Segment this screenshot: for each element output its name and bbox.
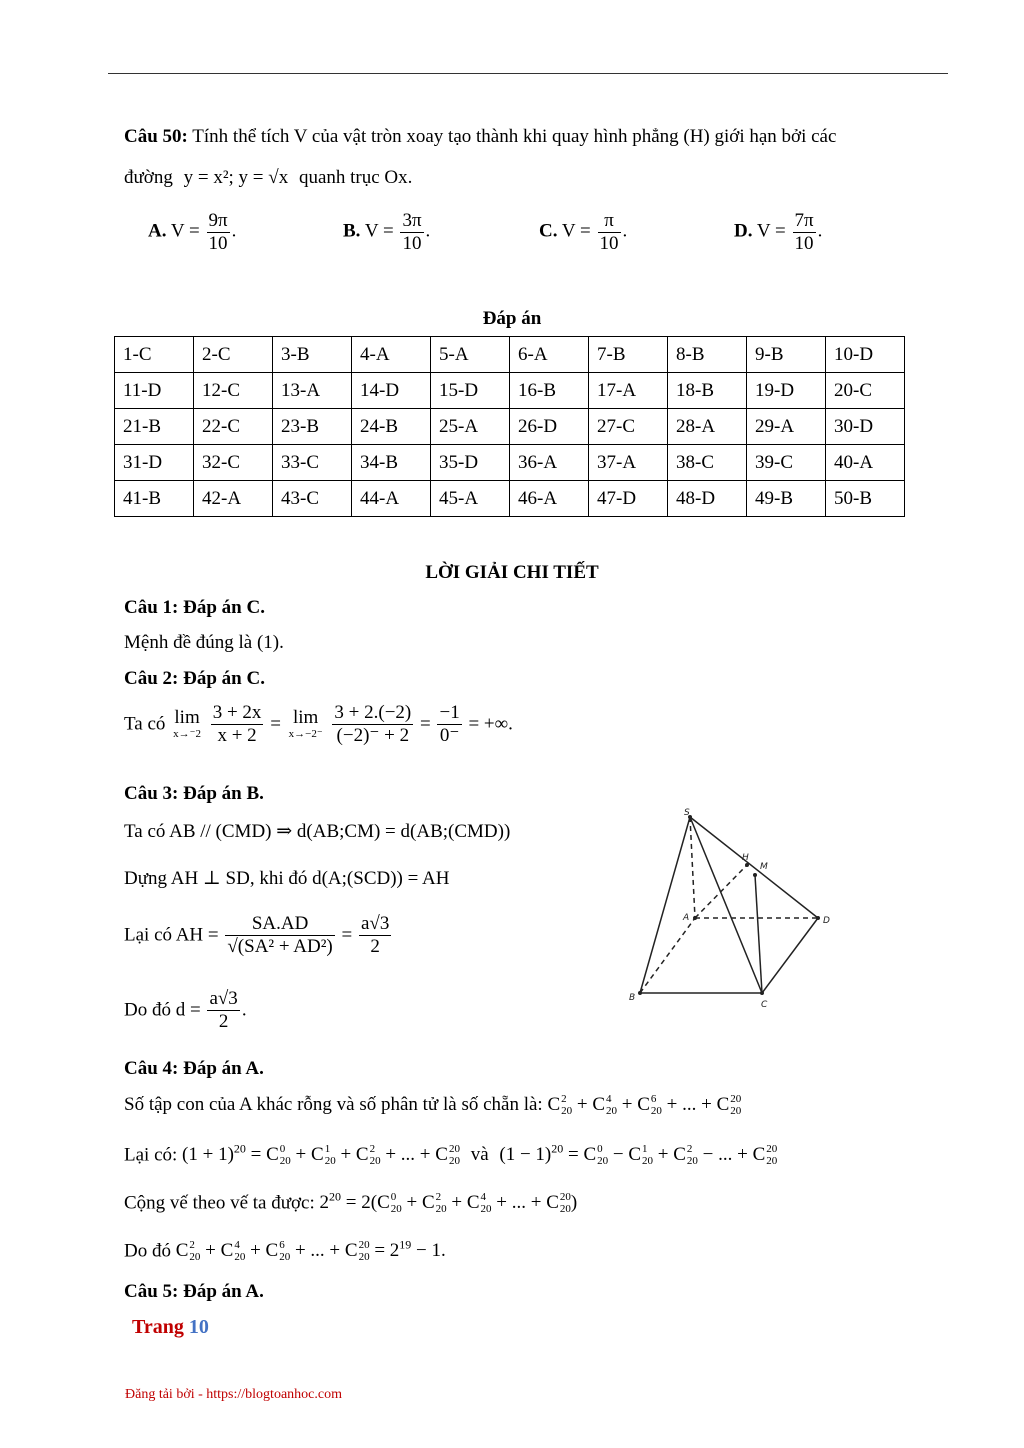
c4-line4-pre: Do đó bbox=[124, 1240, 171, 1262]
answer-cell: 20-C bbox=[826, 373, 905, 409]
answer-cell: 14-D bbox=[352, 373, 431, 409]
frac-den: 10 bbox=[794, 232, 814, 254]
answer-cell: 24-B bbox=[352, 409, 431, 445]
point-d bbox=[816, 916, 820, 920]
answer-cell: 31-D bbox=[115, 445, 194, 481]
answer-cell: 18-B bbox=[668, 373, 747, 409]
c2-frac2 bbox=[332, 702, 413, 747]
answer-cell: 33-C bbox=[273, 445, 352, 481]
c2-frac3 bbox=[437, 702, 461, 747]
c4-line2-pre: Lại có: bbox=[124, 1144, 178, 1166]
c3-line3-pre: Lại có AH = bbox=[124, 924, 219, 946]
answer-cell: 13-A bbox=[273, 373, 352, 409]
page-num: 10 bbox=[188, 1316, 209, 1338]
answer-cell: 29-A bbox=[747, 409, 826, 445]
answers-row bbox=[115, 373, 905, 409]
label-b: B bbox=[629, 993, 636, 1003]
option-fraction bbox=[793, 210, 816, 255]
c4-head-text: Câu 4: Đáp án A. bbox=[124, 1058, 264, 1079]
answer-cell: 28-A bbox=[668, 409, 747, 445]
option-key: B. bbox=[343, 220, 361, 242]
lim-sub: x→⁻2 bbox=[173, 728, 201, 741]
frac-num: SA.AD bbox=[225, 913, 334, 936]
label-a: A bbox=[683, 913, 690, 923]
frac-den: 2 bbox=[218, 1010, 229, 1032]
answer-cell: 22-C bbox=[194, 409, 273, 445]
answers-row bbox=[115, 409, 905, 445]
c4-line4: Do đó C 2 20 + C 4 20 + C 6 20 + ... + C 20 20 = $2^{19} - 1$. bbox=[124, 1238, 446, 1263]
frac-den: 0⁻ bbox=[439, 724, 460, 746]
label-m: M bbox=[760, 862, 768, 872]
answer-cell: 38-C bbox=[668, 445, 747, 481]
frac-den: 10 bbox=[208, 232, 228, 254]
c4-line2: Lại có: $(1 + 1)^{20} = C$ 0 20 + C 1 20 + C 2 20 + ... + C 20 20 và $(1 - 1)^{20} = C$ 0 20 − C 1 20 + C 2 20 − ... + C 20 20 bbox=[124, 1142, 778, 1167]
edge-ab bbox=[640, 918, 695, 993]
answer-cell: 3-B bbox=[273, 337, 352, 373]
frac-num: a√3 bbox=[360, 913, 390, 934]
label-d: D bbox=[823, 916, 830, 926]
limit-1 bbox=[173, 708, 201, 740]
answer-cell: 50-B bbox=[826, 481, 905, 517]
answer-cell: 10-D bbox=[826, 337, 905, 373]
c1-head-text: Câu 1: Đáp án C. bbox=[124, 597, 265, 618]
answer-cell: 21-B bbox=[115, 409, 194, 445]
c4-line3-pre: Cộng vế theo vế ta được: bbox=[124, 1192, 315, 1214]
frac-num: π bbox=[598, 210, 621, 233]
q50-text2-pre: đường bbox=[124, 167, 173, 188]
label-h: H bbox=[742, 853, 749, 863]
answer-cell: 12-C bbox=[194, 373, 273, 409]
option-a: A. V = $\frac{9\pi}{10}$ . bbox=[148, 210, 237, 254]
lim-text: lim bbox=[292, 707, 319, 729]
label-c: C bbox=[761, 1000, 768, 1010]
limit-2 bbox=[289, 708, 323, 740]
edge-cm bbox=[755, 875, 762, 993]
frac-den: 2 bbox=[370, 935, 380, 957]
answer-cell: 49-B bbox=[747, 481, 826, 517]
edge-sa bbox=[690, 817, 695, 918]
answer-cell: 44-A bbox=[352, 481, 431, 517]
c3-line3: Lại có AH = $\frac{SA.AD}{\text{√(SA² + AD²)}}$ = $\frac{a√3}{2}$ bbox=[124, 913, 390, 957]
c4-line1: Số tập con của A khác rỗng và số phân tử là số chẵn là: C 2 20 + C 4 20 + C 6 20 + ... + C 20 20 bbox=[124, 1093, 742, 1117]
c4-line1-pre: Số tập con của A khác rỗng và số phân tử là số chẵn là: bbox=[124, 1094, 543, 1115]
point-b bbox=[638, 991, 642, 995]
edge-ah bbox=[695, 865, 747, 918]
c3-line1: Ta có AB // (CMD) ⇒ d(AB;CM) = d(AB;(CMD)) bbox=[124, 821, 511, 842]
point-h bbox=[745, 863, 749, 867]
answer-cell: 40-A bbox=[826, 445, 905, 481]
answer-cell: 26-D bbox=[510, 409, 589, 445]
option-lhs: V = bbox=[364, 220, 394, 242]
edge-sc bbox=[690, 817, 762, 993]
answer-cell: 46-A bbox=[510, 481, 589, 517]
c3-line2: Dựng AH ⊥ SD, khi đó d(A;(SCD)) = AH bbox=[124, 868, 450, 889]
q50-text2-post: quanh trục Ox. bbox=[298, 167, 413, 188]
answer-cell: 4-A bbox=[352, 337, 431, 373]
frac-num: 7π bbox=[794, 210, 814, 231]
answer-cell: 39-C bbox=[747, 445, 826, 481]
frac-den: x + 2 bbox=[217, 724, 257, 746]
answer-cell: 37-A bbox=[589, 445, 668, 481]
c3-head bbox=[124, 783, 264, 805]
pyramid-figure bbox=[620, 805, 840, 1015]
edge-sb bbox=[640, 817, 690, 993]
option-lhs: V = bbox=[561, 220, 591, 242]
c2-result: = +∞. bbox=[468, 713, 513, 735]
c3-frac2 bbox=[359, 913, 391, 958]
answers-row bbox=[115, 337, 905, 373]
option-key: A. bbox=[148, 220, 167, 242]
frac-num: a√3 bbox=[209, 988, 238, 1009]
point-c bbox=[760, 991, 764, 995]
answer-cell: 43-C bbox=[273, 481, 352, 517]
c2-head bbox=[124, 668, 265, 690]
answer-cell: 48-D bbox=[668, 481, 747, 517]
frac-num: 3π bbox=[402, 210, 422, 231]
c3-line4-pre: Do đó d = bbox=[124, 999, 201, 1021]
c3-frac3 bbox=[207, 988, 239, 1033]
answer-cell: 27-C bbox=[589, 409, 668, 445]
answer-cell: 45-A bbox=[431, 481, 510, 517]
frac-den: (−2)⁻ + 2 bbox=[336, 724, 410, 746]
answer-cell: 15-D bbox=[431, 373, 510, 409]
point-m bbox=[753, 873, 757, 877]
option-lhs: V = bbox=[170, 220, 200, 242]
edge-cd bbox=[762, 918, 818, 993]
c2-pre: Ta có bbox=[124, 713, 166, 735]
c1-head bbox=[124, 597, 265, 619]
answers-table bbox=[114, 336, 905, 517]
q50-math: y = x²; y = √x bbox=[183, 167, 289, 188]
option-d: D. V = $\frac{7\pi}{10}$ . bbox=[734, 210, 823, 254]
option-c: C. V = $\frac{\pi}{10}$ . bbox=[539, 210, 628, 254]
answer-cell: 11-D bbox=[115, 373, 194, 409]
answers-row bbox=[115, 445, 905, 481]
option-fraction bbox=[598, 210, 621, 255]
c2-head-text: Câu 2: Đáp án C. bbox=[124, 668, 265, 689]
option-key: D. bbox=[734, 220, 753, 242]
q50-line1 bbox=[124, 126, 836, 148]
c3-line4: Do đó d = $\frac{a√3}{2}$ . bbox=[124, 988, 247, 1032]
answer-cell: 47-D bbox=[589, 481, 668, 517]
option-lhs: V = bbox=[756, 220, 786, 242]
frac-den: 10 bbox=[599, 232, 619, 254]
answer-cell: 9-B bbox=[747, 337, 826, 373]
answer-cell: 36-A bbox=[510, 445, 589, 481]
c4-head bbox=[124, 1058, 264, 1080]
answer-cell: 23-B bbox=[273, 409, 352, 445]
answer-cell: 6-A bbox=[510, 337, 589, 373]
answers-row bbox=[115, 481, 905, 517]
option-fraction bbox=[207, 210, 230, 255]
option-key: C. bbox=[539, 220, 558, 242]
q50-line2 bbox=[124, 167, 412, 189]
c4-line2-mid: và bbox=[470, 1144, 489, 1166]
option-fraction bbox=[400, 210, 423, 255]
answer-cell: 1-C bbox=[115, 337, 194, 373]
answer-cell: 25-A bbox=[431, 409, 510, 445]
answer-cell: 2-C bbox=[194, 337, 273, 373]
answer-cell: 34-B bbox=[352, 445, 431, 481]
page-label: Trang bbox=[132, 1316, 184, 1338]
answer-cell: 30-D bbox=[826, 409, 905, 445]
c4-line3: Cộng vế theo vế ta được: $2^{20} = 2(C$ 0 20 + C 2 20 + C 4 20 + ... + C 20 20 ) bbox=[124, 1190, 578, 1215]
answer-cell: 19-D bbox=[747, 373, 826, 409]
c2-frac1 bbox=[211, 702, 264, 747]
frac-num: 3 + 2.(−2) bbox=[334, 702, 412, 723]
c5-head-text: Câu 5: Đáp án A. bbox=[124, 1281, 264, 1302]
header-rule bbox=[108, 73, 948, 74]
answer-cell: 8-B bbox=[668, 337, 747, 373]
footer-credit: Đăng tải bởi - https://blogtoanhoc.com bbox=[125, 1387, 342, 1402]
answer-cell: 7-B bbox=[589, 337, 668, 373]
frac-den: √(SA² + AD²) bbox=[227, 935, 333, 957]
c3-head-text: Câu 3: Đáp án B. bbox=[124, 783, 264, 804]
answers-title: Đáp án bbox=[482, 308, 542, 329]
frac-num: 3 + 2x bbox=[212, 702, 262, 723]
option-b: B. V = $\frac{3\pi}{10}$ . bbox=[343, 210, 431, 254]
point-a bbox=[693, 916, 697, 920]
c1-line1: Mệnh đề đúng là (1). bbox=[124, 632, 284, 653]
c2-formula: Ta có lim x→⁻2 $\frac{3 + 2x}{x + 2}$ = lim x→−2⁻ $\frac{3 + 2.(-2)}{(-2)^- + 2}$ = $\frac{-1}{0^-}$ = +∞. bbox=[124, 702, 513, 746]
lim-text: lim bbox=[174, 707, 200, 729]
frac-num: 9π bbox=[208, 210, 228, 231]
q50-text1: Tính thể tích V của vật tròn xoay tạo thành khi quay hình phẳng (H) giới hạn bởi các bbox=[192, 126, 837, 147]
answer-cell: 17-A bbox=[589, 373, 668, 409]
q50-label: Câu 50: bbox=[124, 126, 188, 147]
answer-cell: 35-D bbox=[431, 445, 510, 481]
page-number bbox=[132, 1316, 209, 1339]
label-s: S bbox=[684, 808, 690, 818]
c3-frac1 bbox=[225, 913, 334, 958]
answer-cell: 16-B bbox=[510, 373, 589, 409]
solutions-title: LỜI GIẢI CHI TIẾT bbox=[425, 562, 599, 583]
c5-head bbox=[124, 1281, 264, 1303]
lim-sub: x→−2⁻ bbox=[288, 728, 323, 741]
frac-den: 10 bbox=[402, 232, 422, 254]
frac-num: −1 bbox=[439, 702, 460, 723]
answer-cell: 41-B bbox=[115, 481, 194, 517]
answer-cell: 42-A bbox=[194, 481, 273, 517]
answer-cell: 32-C bbox=[194, 445, 273, 481]
answer-cell: 5-A bbox=[431, 337, 510, 373]
